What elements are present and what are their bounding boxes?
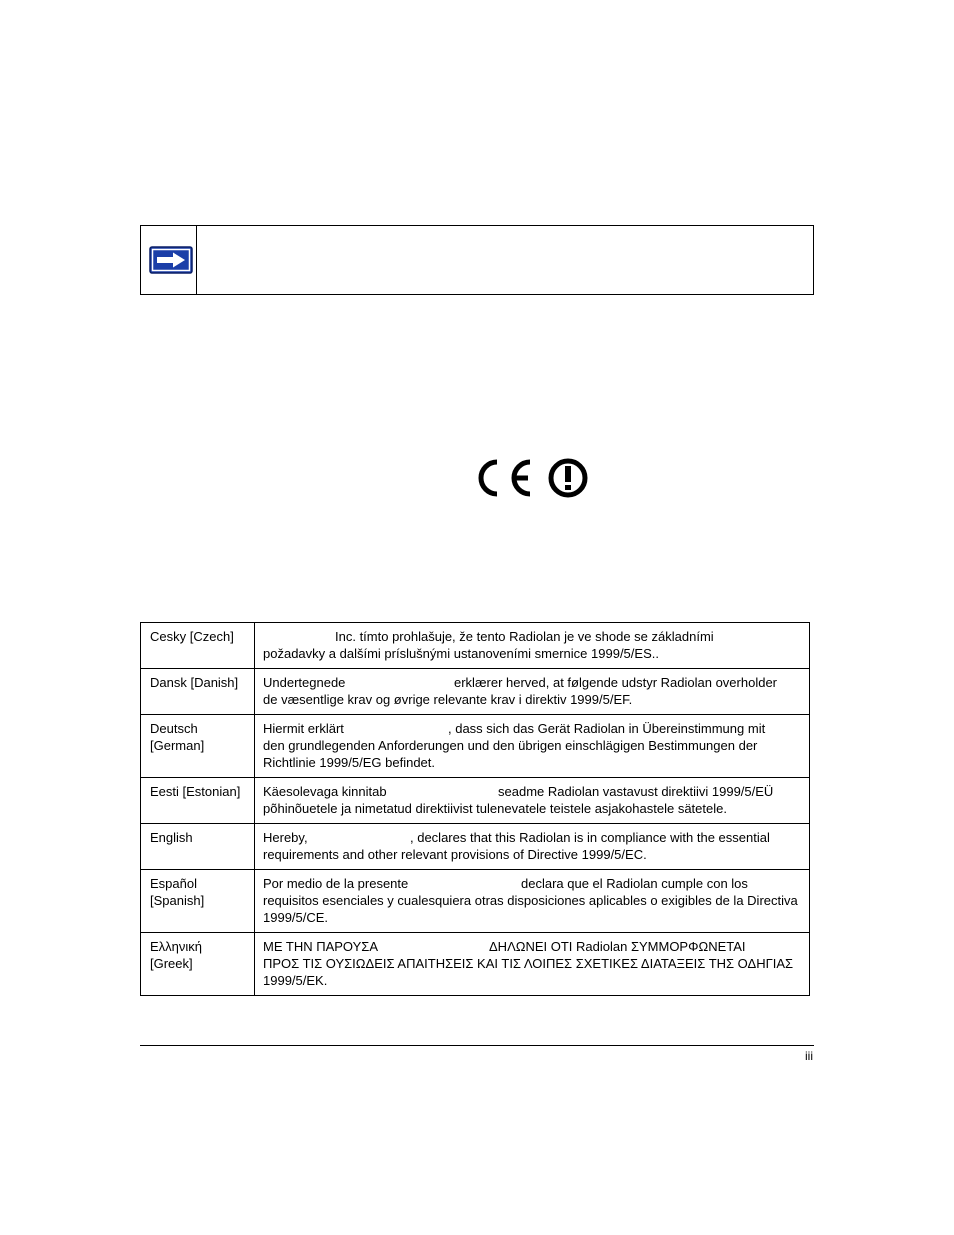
declaration-lead: Käesolevaga kinnitab <box>263 784 387 799</box>
table-row <box>141 824 810 870</box>
language-cell: Cesky [Czech] <box>141 623 255 669</box>
declaration-line1: , declares that this Radiolan is in compliance with the essential <box>410 830 770 845</box>
language-cell: Español [Spanish] <box>141 870 255 933</box>
declaration-rest: ΠΡΟΣ ΤΙΣ ΟΥΣΙΩΔΕΙΣ ΑΠΑΙΤΗΣΕΙΣ ΚΑΙ ΤΙΣ ΛΟΙΠΕΣ ΣΧΕΤΙΚΕΣ ΔΙΑΤΑΞΕΙΣ ΤΗΣ ΟΔΗΓΙΑΣ 1999/5/ΕΚ. <box>263 956 794 988</box>
declaration-cell <box>255 669 810 715</box>
language-cell: Ελληνική [Greek] <box>141 933 255 996</box>
footer-rule <box>140 1045 814 1046</box>
declaration-rest: den grundlegenden Anforderungen und den übrigen einschlägigen Bestimmungen der Richtlinie 1999/5/EG befindet. <box>263 738 758 770</box>
arrow-right-icon <box>149 246 193 274</box>
declaration-cell <box>255 715 810 778</box>
language-cell: Dansk [Danish] <box>141 669 255 715</box>
declaration-line1: seadme Radiolan vastavust direktiivi 1999/5/EÜ <box>498 784 774 799</box>
declaration-lead: Hereby, <box>263 830 308 845</box>
declaration-cell <box>255 870 810 933</box>
declaration-line1: declara que el Radiolan cumple con los <box>521 876 748 891</box>
table-row <box>141 669 810 715</box>
declaration-lead: Hiermit erklärt <box>263 721 344 736</box>
note-icon-cell <box>141 226 197 294</box>
declaration-rest: requirements and other relevant provisions of Directive 1999/5/EC. <box>263 847 647 862</box>
language-cell: English <box>141 824 255 870</box>
declaration-lead: Por medio de la presente <box>263 876 409 891</box>
declaration-cell <box>255 824 810 870</box>
language-cell: Deutsch [German] <box>141 715 255 778</box>
declaration-line1: ΔΗΛΩΝΕΙ ΟΤΙ Radiolan ΣΥΜΜΟΡΦΩΝΕΤΑΙ <box>489 939 746 954</box>
declaration-lead: Undertegnede <box>263 675 346 690</box>
table-row <box>141 870 810 933</box>
declaration-line1: erklærer herved, at følgende udstyr Radiolan overholder <box>454 675 778 690</box>
table-row <box>141 715 810 778</box>
table-row <box>141 778 810 824</box>
declaration-cell <box>255 933 810 996</box>
declaration-line1: Inc. tímto prohlašuje, že tento Radiolan je ve shode se základními <box>335 629 714 644</box>
declaration-rest: de væsentlige krav og øvrige relevante krav i direktiv 1999/5/EF. <box>263 692 633 707</box>
note-box <box>140 225 814 295</box>
table-row <box>141 623 810 669</box>
declaration-table <box>140 622 810 996</box>
ce-mark <box>481 462 530 494</box>
declaration-rest: põhinõuetele ja nimetatud direktiivist tulenevatele teistele asjakohastele sätetele. <box>263 801 727 816</box>
certification-marks <box>472 456 592 500</box>
declaration-lead: ΜΕ ΤΗΝ ΠΑΡΟΥΣΑ <box>263 939 379 954</box>
table-row <box>141 933 810 996</box>
declaration-cell <box>255 778 810 824</box>
declaration-rest: požadavky a dalšími príslušnými ustanoveními smernice 1999/5/ES.. <box>263 646 659 661</box>
page-number: iii <box>805 1049 813 1063</box>
language-cell: Eesti [Estonian] <box>141 778 255 824</box>
alert-circle-icon <box>551 461 585 495</box>
declaration-cell <box>255 623 810 669</box>
declaration-rest: requisitos esenciales y cualesquiera otras disposiciones aplicables o exigibles de la Directiva 1999/5/CE. <box>263 893 798 925</box>
declaration-line1: , dass sich das Gerät Radiolan in Übereinstimmung mit <box>448 721 766 736</box>
